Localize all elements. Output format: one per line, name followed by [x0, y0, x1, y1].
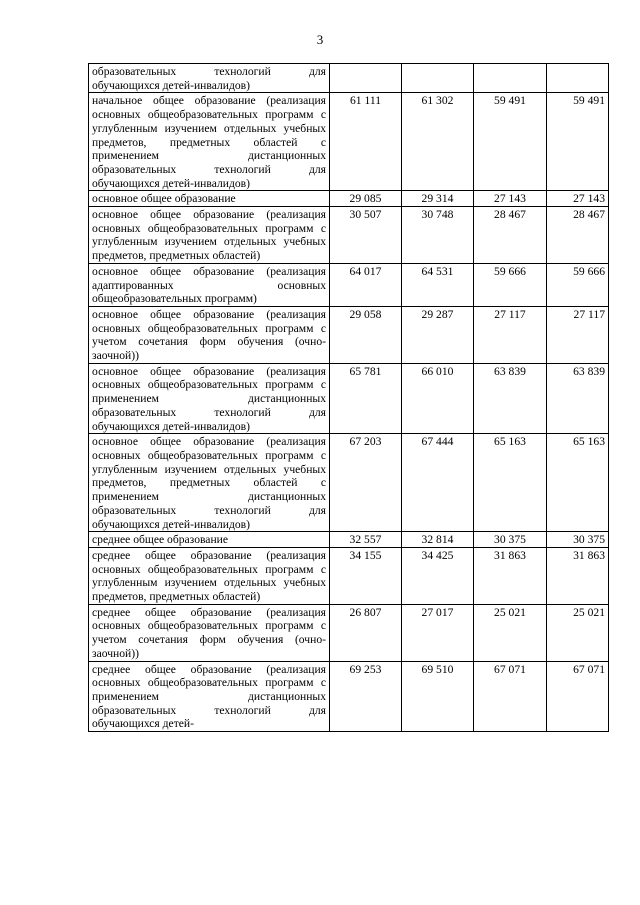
value-cell-1: 67 203 [330, 434, 402, 532]
value-cell-1: 65 781 [330, 363, 402, 434]
value-cell-3: 27 143 [474, 191, 547, 207]
table-row [89, 191, 609, 207]
value-cell-1 [330, 64, 402, 93]
value-cell-2: 67 444 [402, 434, 474, 532]
table-row [89, 547, 609, 604]
value-cell-3: 59 666 [474, 263, 547, 306]
value-cell-3: 63 839 [474, 363, 547, 434]
table-body [89, 64, 609, 732]
row-description: основное общее образование (реализация основных общеобразовательных программ с применением дистанционных образовательных технологий для обучающихся детей-инвалидов) [89, 363, 330, 434]
value-cell-3: 31 863 [474, 547, 547, 604]
value-cell-3: 28 467 [474, 207, 547, 264]
value-cell-4: 65 163 [547, 434, 609, 532]
row-description: среднее общее образование [89, 532, 330, 548]
value-cell-4: 67 071 [547, 661, 609, 732]
row-description: среднее общее образование (реализация основных общеобразовательных программ с учетом сочетания форм обучения (очно-заочной)) [89, 604, 330, 661]
table-row [89, 306, 609, 363]
value-cell-4: 63 839 [547, 363, 609, 434]
value-cell-2: 61 302 [402, 93, 474, 191]
value-cell-2: 29 287 [402, 306, 474, 363]
value-cell-1: 69 253 [330, 661, 402, 732]
row-description: основное общее образование (реализация основных общеобразовательных программ с учетом сочетания форм обучения (очно-заочной)) [89, 306, 330, 363]
data-table [88, 63, 609, 732]
value-cell-2: 64 531 [402, 263, 474, 306]
value-cell-1: 30 507 [330, 207, 402, 264]
value-cell-2 [402, 64, 474, 93]
row-description: основное общее образование (реализация основных общеобразовательных программ с углубленным изучением отдельных учебных предметов, предметных областей) [89, 207, 330, 264]
value-cell-4: 27 143 [547, 191, 609, 207]
table-row [89, 263, 609, 306]
row-description: начальное общее образование (реализация основных общеобразовательных программ с углубленным изучением отдельных учебных предметов, предметных областей с применением дистанционных образовательных технологий для обучающихся детей-инвалидов) [89, 93, 330, 191]
table-row [89, 532, 609, 548]
value-cell-4: 59 491 [547, 93, 609, 191]
table-row [89, 207, 609, 264]
value-cell-1: 34 155 [330, 547, 402, 604]
row-description: основное общее образование [89, 191, 330, 207]
value-cell-3 [474, 64, 547, 93]
table-row [89, 363, 609, 434]
row-description: образовательных технологий для обучающихся детей-инвалидов) [89, 64, 330, 93]
value-cell-1: 29 085 [330, 191, 402, 207]
value-cell-2: 69 510 [402, 661, 474, 732]
value-cell-3: 30 375 [474, 532, 547, 548]
value-cell-4: 27 117 [547, 306, 609, 363]
table-row [89, 604, 609, 661]
value-cell-4: 25 021 [547, 604, 609, 661]
row-description: основное общее образование (реализация адаптированных основных общеобразовательных программ) [89, 263, 330, 306]
table-row [89, 64, 609, 93]
row-description: среднее общее образование (реализация основных общеобразовательных программ с углубленным изучением отдельных учебных предметов, предметных областей) [89, 547, 330, 604]
table-row [89, 93, 609, 191]
value-cell-3: 67 071 [474, 661, 547, 732]
value-cell-2: 29 314 [402, 191, 474, 207]
value-cell-1: 32 557 [330, 532, 402, 548]
value-cell-3: 27 117 [474, 306, 547, 363]
value-cell-1: 29 058 [330, 306, 402, 363]
value-cell-4 [547, 64, 609, 93]
value-cell-1: 64 017 [330, 263, 402, 306]
value-cell-4: 59 666 [547, 263, 609, 306]
value-cell-2: 66 010 [402, 363, 474, 434]
page-number: 3 [316, 32, 324, 47]
value-cell-2: 34 425 [402, 547, 474, 604]
value-cell-3: 65 163 [474, 434, 547, 532]
value-cell-3: 25 021 [474, 604, 547, 661]
value-cell-2: 32 814 [402, 532, 474, 548]
table-row [89, 661, 609, 732]
value-cell-2: 30 748 [402, 207, 474, 264]
row-description: основное общее образование (реализация основных общеобразовательных программ с углубленным изучением отдельных учебных предметов, предметных областей с применением дистанционных образовательных технологий для обучающихся детей-инвалидов) [89, 434, 330, 532]
value-cell-3: 59 491 [474, 93, 547, 191]
value-cell-1: 61 111 [330, 93, 402, 191]
value-cell-1: 26 807 [330, 604, 402, 661]
value-cell-4: 28 467 [547, 207, 609, 264]
value-cell-4: 30 375 [547, 532, 609, 548]
value-cell-2: 27 017 [402, 604, 474, 661]
row-description: среднее общее образование (реализация основных общеобразовательных программ с применением дистанционных образовательных технологий для обучающихся детей- [89, 661, 330, 732]
value-cell-4: 31 863 [547, 547, 609, 604]
table-row [89, 434, 609, 532]
